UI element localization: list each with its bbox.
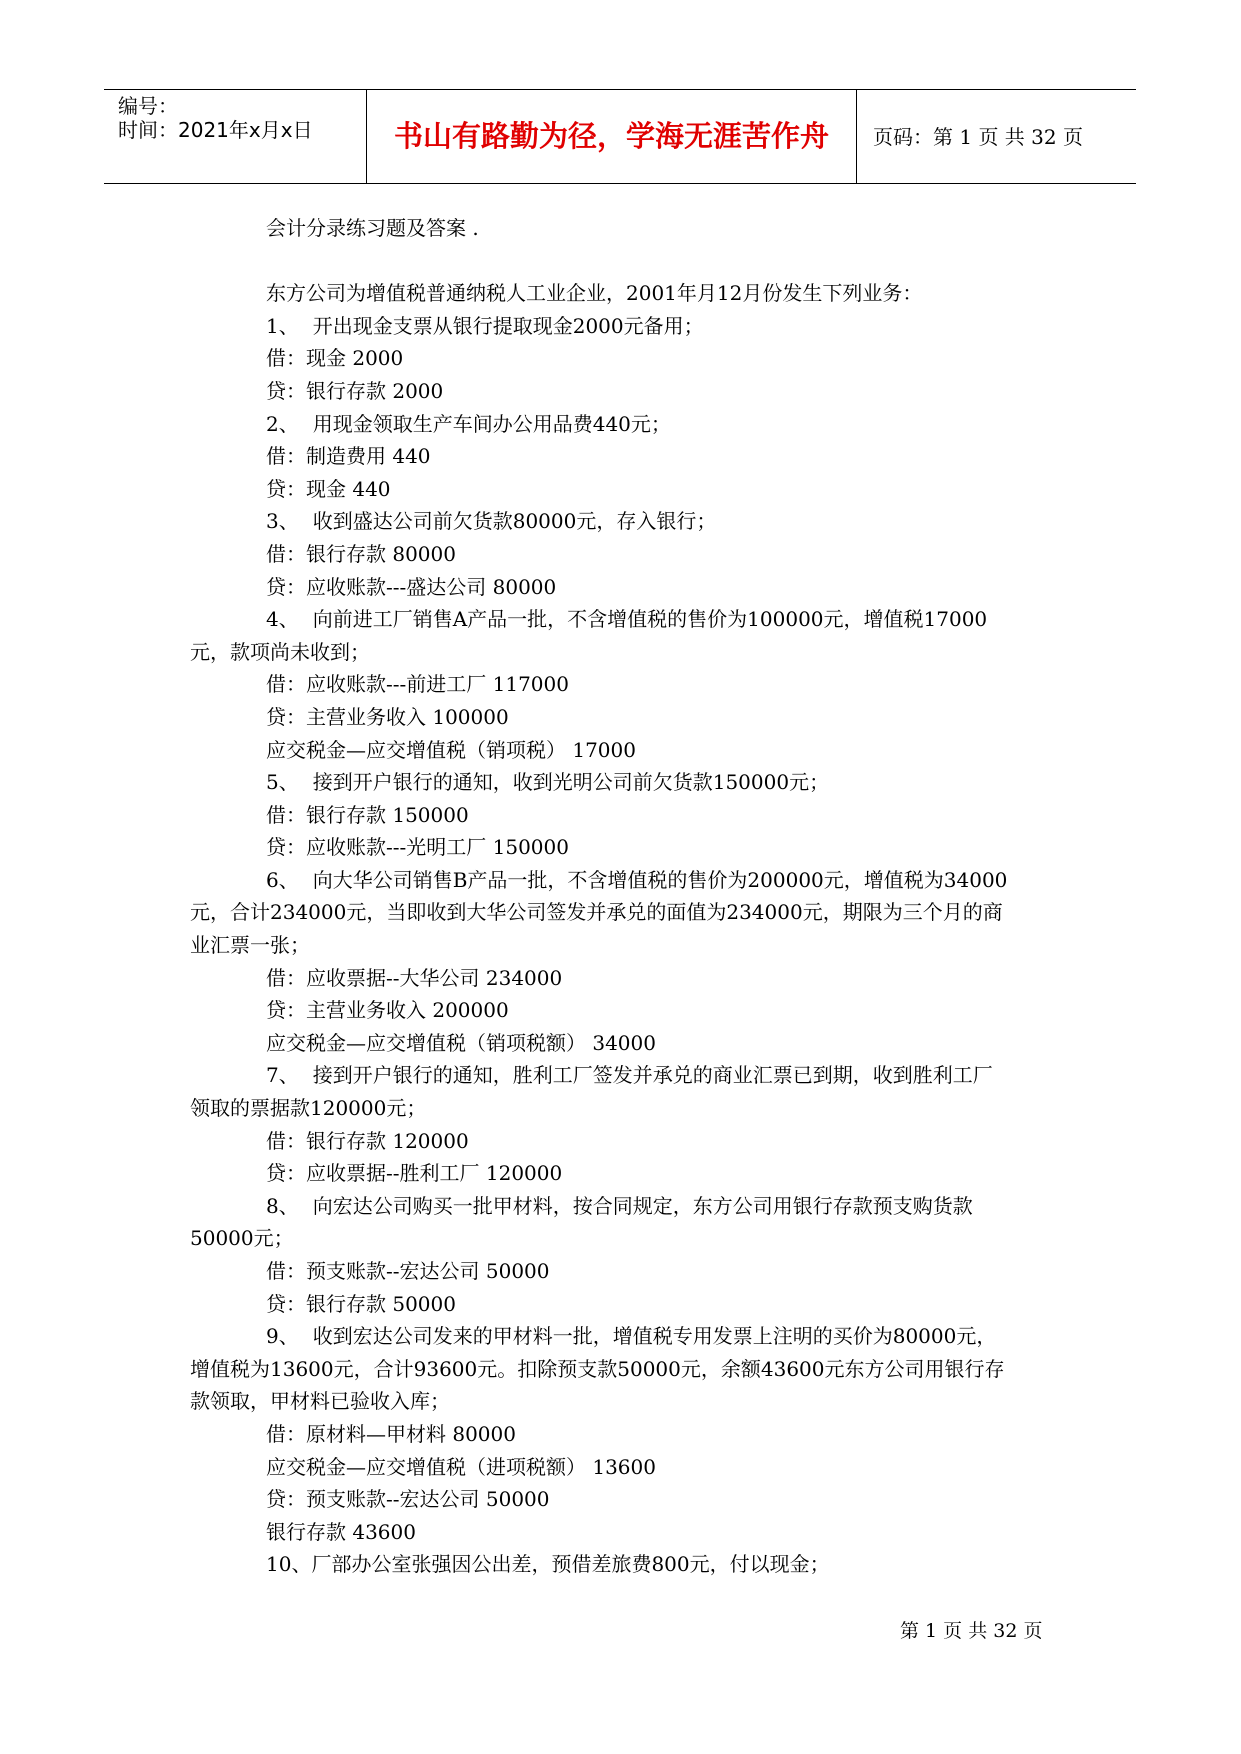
line-text: 业汇票一张； [190, 933, 310, 958]
line-text: 借：银行存款 150000 [266, 802, 469, 827]
text-line [190, 799, 1060, 832]
line-text: 元，款项尚未收到； [190, 639, 370, 664]
text-line [190, 440, 1060, 473]
line-text: 贷：应收票据--胜利工厂 120000 [266, 1161, 563, 1186]
line-text: 贷：银行存款 2000 [266, 378, 444, 403]
text-line [190, 896, 1060, 929]
text-line [190, 1516, 1060, 1549]
line-rest: 接到开户银行的通知，收到光明公司前欠货款150000元； [312, 770, 830, 795]
line-text: 借：预支账款--宏达公司 50000 [266, 1259, 550, 1283]
line-rest: 收到宏达公司发来的甲材料一批，增值税专用发票上注明的买价为80000元， [312, 1324, 997, 1349]
line-text: 银行存款 43600 [266, 1519, 416, 1544]
line-text: 9、 [266, 1324, 299, 1349]
entry-lines [190, 310, 1060, 1581]
line-rest: 向宏达公司购买一批甲材料，按合同规定，东方公司用银行存款预支购货款 [312, 1193, 973, 1218]
text-line [190, 1320, 1060, 1353]
text-line [190, 1385, 1060, 1418]
motto-text: 书山有路勤为径，学海无涯苦作舟 [393, 119, 829, 153]
text-line [190, 375, 1060, 408]
text-line [190, 1255, 1060, 1288]
line-text: 8、 [266, 1193, 299, 1218]
document-body [190, 212, 1060, 1581]
line-rest: 收到盛达公司前欠货款80000元，存入银行； [312, 509, 717, 534]
line-text: 借：制造费用 440 [266, 444, 431, 469]
text-line [190, 473, 1060, 506]
text-line [190, 636, 1060, 669]
line-text: 4、 [266, 607, 299, 632]
text-line [190, 1157, 1060, 1190]
line-text: 贷：应收账款---光明工厂 150000 [266, 835, 569, 860]
line-text: 6、 [266, 867, 299, 892]
line-text: 贷：现金 440 [266, 476, 391, 501]
line-text: 借：应收账款---前进工厂 117000 [266, 672, 569, 697]
text-line [190, 962, 1060, 995]
number-label: 编号： [118, 94, 178, 118]
line-rest: 用现金领取生产车间办公用品费440元； [312, 411, 671, 436]
header-left-cell [104, 90, 367, 183]
line-text: 2、 [266, 411, 299, 436]
line-text: 贷：应收账款---盛达公司 80000 [266, 574, 557, 599]
page-header [104, 89, 1136, 184]
document-title: 会计分录练习题及答案 . [266, 216, 479, 240]
line-text: 50000元； [190, 1226, 294, 1251]
time-label: 时间：2021年x月x日 [118, 118, 313, 142]
line-text: 5、 [266, 770, 299, 795]
line-text: 3、 [266, 509, 299, 534]
text-line [190, 408, 1060, 441]
line-text: 借：原材料—甲材料 80000 [266, 1421, 516, 1446]
text-line [190, 1125, 1060, 1158]
line-text: 7、 [266, 1063, 299, 1088]
text-line [190, 1288, 1060, 1321]
text-line [190, 1451, 1060, 1484]
line-text: 贷：银行存款 50000 [266, 1291, 456, 1316]
text-line [190, 571, 1060, 604]
line-text: 领取的票据款120000元； [190, 1096, 427, 1121]
line-rest: 接到开户银行的通知，胜利工厂签发并承兑的商业汇票已到期，收到胜利工厂 [312, 1063, 993, 1088]
line-text: 增值税为13600元，合计93600元。扣除预支款50000元，余额43600元东方公司用银行存 [190, 1356, 1005, 1381]
text-line [190, 864, 1060, 897]
header-right-cell [857, 90, 1136, 183]
line-text: 应交税金—应交增值税（销项税） 17000 [266, 737, 636, 762]
text-line [190, 929, 1060, 962]
text-line [190, 1418, 1060, 1451]
text-line [190, 994, 1060, 1027]
text-line [190, 1092, 1060, 1125]
text-line [190, 701, 1060, 734]
line-text: 贷：预支账款--宏达公司 50000 [266, 1487, 550, 1512]
blank-line [190, 245, 1060, 278]
text-line [190, 1190, 1060, 1223]
text-line [190, 1353, 1060, 1386]
text-line [190, 766, 1060, 799]
page-footer: 第 1 页 共 32 页 [900, 1620, 1043, 1642]
line-text: 1、 [266, 313, 299, 338]
text-line [190, 668, 1060, 701]
line-rest: 向前进工厂销售A产品一批，不含增值税的售价为100000元，增值税17000 [312, 607, 988, 632]
text-line [190, 538, 1060, 571]
line-rest: 向大华公司销售B产品一批，不含增值税的售价为200000元，增值税为34000 [312, 867, 1008, 892]
text-line [190, 734, 1060, 767]
text-line [190, 1222, 1060, 1255]
line-text: 贷：主营业务收入 200000 [266, 998, 509, 1023]
line-text: 贷：主营业务收入 100000 [266, 704, 509, 729]
line-text: 款领取，甲材料已验收入库； [190, 1389, 450, 1414]
intro-paragraph: 东方公司为增值税普通纳税人工业企业，2001年月12月份发生下列业务： [266, 281, 923, 306]
text-line [190, 505, 1060, 538]
line-text: 应交税金—应交增值税（进项税额） 13600 [266, 1454, 656, 1479]
line-text: 借：银行存款 80000 [266, 541, 456, 566]
line-text: 借：应收票据--大华公司 234000 [266, 965, 563, 990]
text-line [190, 310, 1060, 343]
page-info: 页码：第 1 页 共 32 页 [873, 125, 1083, 149]
line-text: 借：现金 2000 [266, 346, 404, 371]
line-text: 元，合计234000元，当即收到大华公司签发并承兑的面值为234000元，期限为三个月的商 [190, 900, 1003, 925]
text-line [190, 1483, 1060, 1516]
line-text: 借：银行存款 120000 [266, 1128, 469, 1153]
text-line [190, 1548, 1060, 1581]
line-rest: 开出现金支票从银行提取现金2000元备用； [312, 313, 704, 338]
text-line [190, 831, 1060, 864]
text-line [190, 1027, 1060, 1060]
text-line [190, 342, 1060, 375]
header-middle-cell [367, 90, 857, 183]
line-text: 应交税金—应交增值税（销项税额） 34000 [266, 1030, 656, 1055]
text-line [190, 603, 1060, 636]
text-line [190, 1059, 1060, 1092]
line-text: 10、厂部办公室张强因公出差，预借差旅费800元，付以现金； [266, 1552, 830, 1577]
